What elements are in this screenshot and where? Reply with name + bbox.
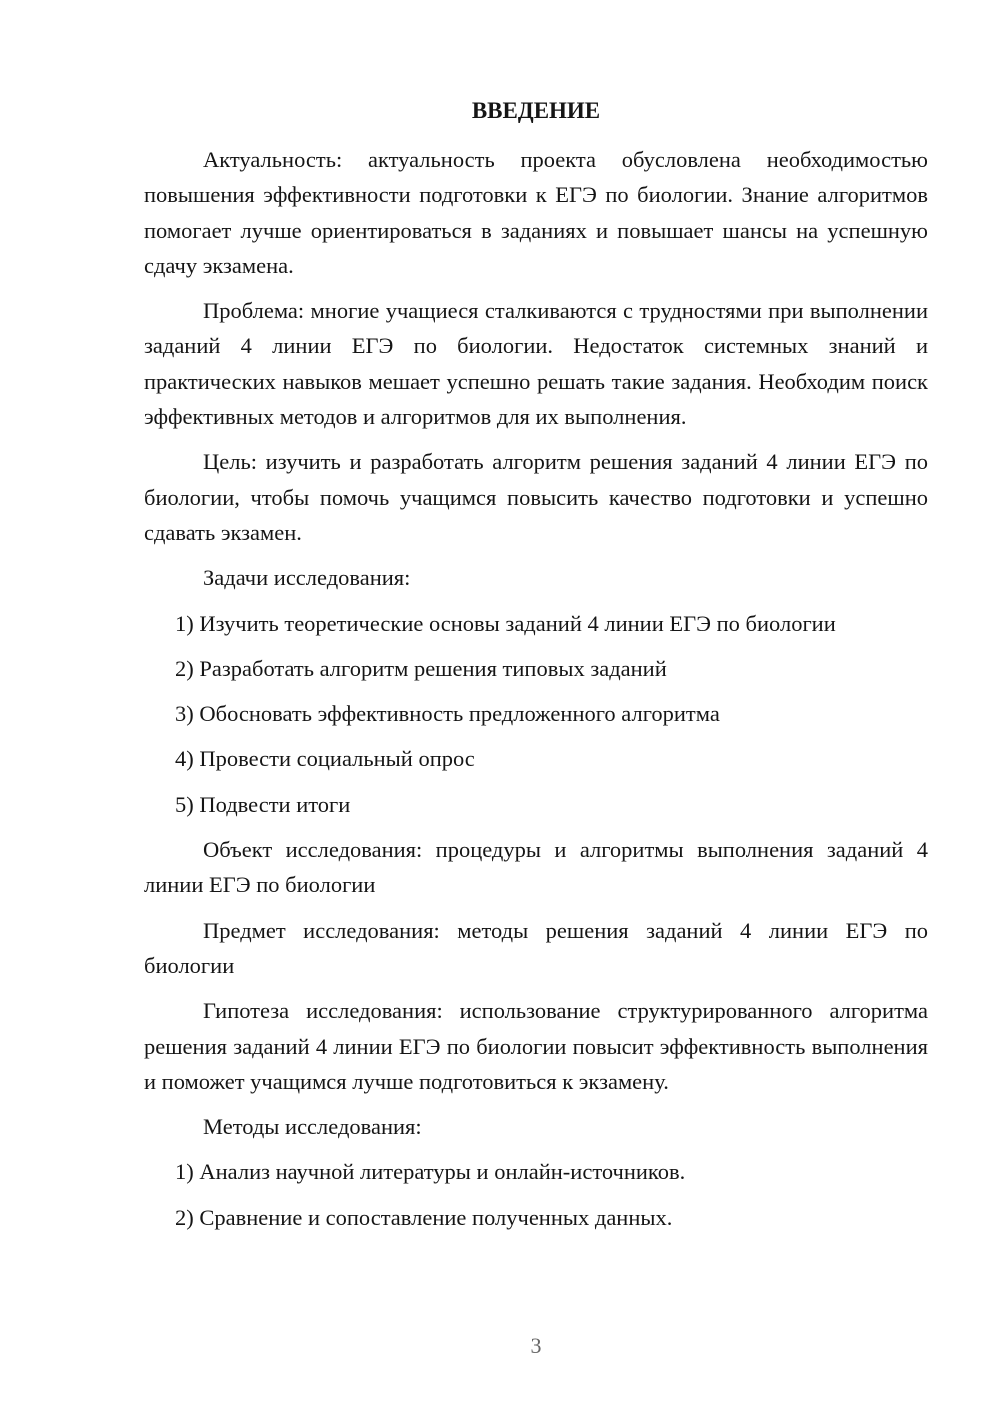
list-item: 4) Провести социальный опрос: [175, 746, 475, 772]
hypothesis-paragraph: Гипотеза исследования: использование структурированного алгоритма решения заданий 4 линии ЕГЭ по биологии повысит эффективность выполнения и поможет учащимся лучше подготовиться к экзамену.: [144, 998, 928, 1094]
goal-paragraph: Цель: изучить и разработать алгоритм решения заданий 4 линии ЕГЭ по биологии, чтобы помочь учащимся повысить качество подготовки и успешно сдавать экзамен.: [144, 449, 928, 545]
tasks-heading: Задачи исследования:: [203, 565, 411, 591]
list-item: 3) Обосновать эффективность предложенного алгоритма: [175, 701, 720, 727]
document-body: [144, 142, 928, 1235]
list-item: 1) Анализ научной литературы и онлайн-источников.: [175, 1159, 686, 1185]
list-item: 5) Подвести итоги: [175, 791, 351, 817]
subject-paragraph: Предмет исследования: методы решения заданий 4 линии ЕГЭ по биологии: [144, 917, 928, 978]
methods-list: [144, 1154, 928, 1235]
problem-paragraph: Проблема: многие учащиеся сталкиваются с трудностями при выполнении заданий 4 линии ЕГЭ по биологии. Недостаток системных знаний и практических навыков мешает успешно решать такие задания. Необходим поиск эффективных методов и алгоритмов для их выполнения.: [144, 298, 928, 430]
relevance-paragraph: Актуальность: актуальность проекта обусловлена необходимостью повышения эффективности подготовки к ЕГЭ по биологии. Знание алгоритмов помогает лучше ориентироваться в заданиях и повышает шансы на успешную сдачу экзамена.: [144, 147, 928, 278]
object-paragraph: Объект исследования: процедуры и алгоритмы выполнения заданий 4 линии ЕГЭ по биологии: [144, 837, 928, 898]
list-item: 2) Сравнение и сопоставление полученных данных.: [175, 1204, 673, 1230]
methods-heading: Методы исследования:: [203, 1114, 422, 1140]
section-title: ВВЕДЕНИЕ: [471, 98, 601, 123]
tasks-list: [144, 606, 928, 822]
page-number: 3: [530, 1333, 542, 1358]
list-item: 2) Разработать алгоритм решения типовых заданий: [175, 655, 667, 681]
list-item: 1) Изучить теоретические основы заданий 4 линии ЕГЭ по биологии: [175, 610, 836, 636]
